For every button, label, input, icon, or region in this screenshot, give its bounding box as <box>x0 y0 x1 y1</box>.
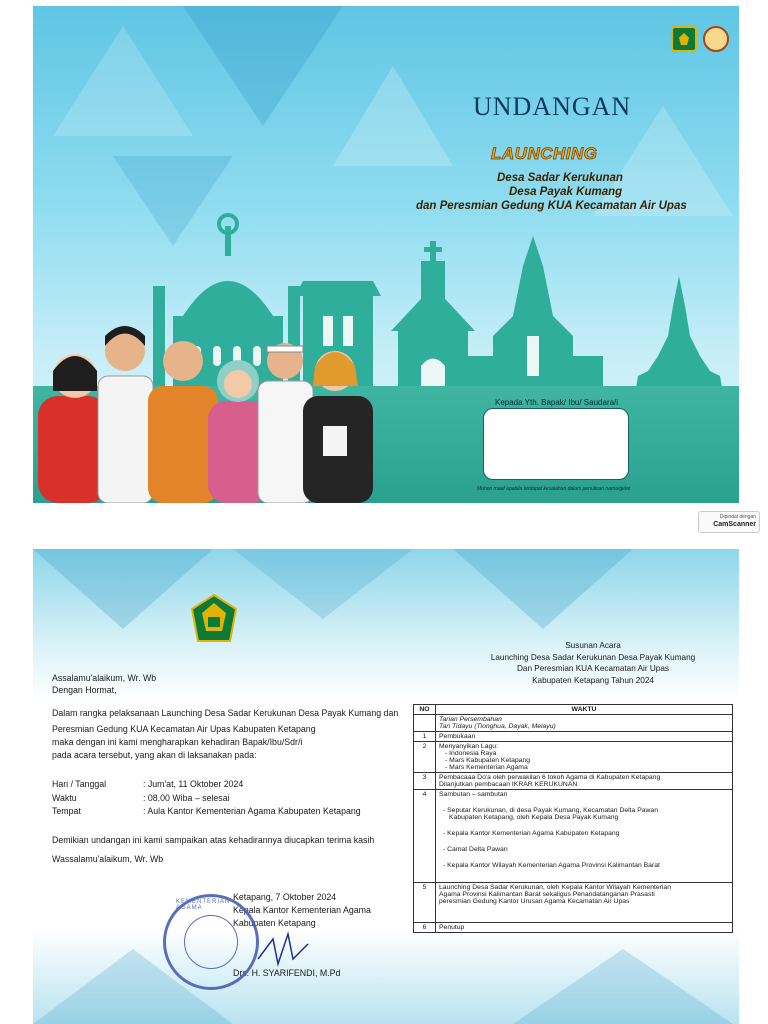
detail-label: Hari / Tanggal <box>52 779 107 789</box>
body-line: pada acara tersebut, yang akan di laksanakan pada: <box>52 750 257 760</box>
table-row <box>414 742 733 773</box>
decor-triangle <box>333 66 453 166</box>
salutation: Dengan Hormat, <box>52 685 117 695</box>
row-text: Launching Desa Sadar Kerukunan, oleh Kepala Kantor Wilayah Kementerian <box>439 884 671 891</box>
camscanner-brand: CamScanner <box>713 521 756 528</box>
col-time-header: WAKTU <box>436 705 733 715</box>
closing-text: Demikian undangan ini kami sampaikan atas kehadirannya diucapkan terima kasih <box>52 835 375 845</box>
decor-triangle <box>233 549 413 619</box>
signer-title: Kabupaten Ketapang <box>233 918 316 928</box>
row-number: 5 <box>414 883 436 923</box>
table-row <box>414 883 733 923</box>
row-number: 2 <box>414 742 436 773</box>
recipient-label: Kepada Yth. Bapak/ Ibu/ Saudara/i <box>495 398 619 407</box>
pre-event-subtitle: Tari Tidayu (Tionghua, Dayak, Melayu) <box>439 723 556 730</box>
cover-title: UNDANGAN <box>473 92 632 121</box>
row-text: Dilanjutkan pembacaan IKRAR KERUKUNAN <box>439 781 578 788</box>
cover-event-label: LAUNCHING <box>491 144 598 163</box>
row-text: - Kepala Kantor Wilayah Kementerian Agama Provinsi Kalimantan Barat <box>443 862 660 869</box>
table-row <box>414 773 733 790</box>
table-row <box>414 732 733 742</box>
stamp-text: KEMENTERIAN AGAMA <box>176 899 231 911</box>
signer-name: Drs. H. SYARIFENDI, M.Pd <box>233 968 341 978</box>
row-text: - Camat Delta Pawan <box>443 846 508 853</box>
cover-logos <box>671 26 729 52</box>
row-text: Pembacaaa Do'a oleh perwakilan 6 tokoh Agama di Kabupaten Ketapang <box>439 774 661 781</box>
cover-subtitle-3: dan Peresmian Gedung KUA Kecamatan Air Upas <box>416 200 687 212</box>
stamp-inner-ring <box>184 915 238 969</box>
signature-mark <box>253 929 313 969</box>
row-text: Penutup <box>439 924 465 931</box>
row-number: 4 <box>414 790 436 883</box>
detail-label: Waktu <box>52 793 77 803</box>
table-row <box>414 923 733 933</box>
row-text: - Mars Kementerian Agama <box>445 764 528 771</box>
row-text: - Seputar Kerukunan, di desa Payak Kumang, Kecamatan Delta Pawan <box>443 807 658 814</box>
agenda-table-header <box>414 705 733 715</box>
signer-title: Kepala Kantor Kementerian Agama <box>233 905 371 915</box>
camscanner-watermark <box>698 511 760 533</box>
table-row <box>414 790 733 883</box>
decor-triangle <box>33 549 213 629</box>
detail-value: : Jum'at, 11 Oktober 2024 <box>143 779 244 789</box>
decor-triangle <box>453 549 633 629</box>
recipient-address-box <box>483 408 629 480</box>
row-number: 1 <box>414 732 436 742</box>
row-text: Pembukaan <box>439 733 476 740</box>
body-line: Dalam rangka pelaksanaan Launching Desa Sadar Kerukunan Desa Payak Kumang dan <box>52 708 399 718</box>
agenda-table <box>413 704 733 933</box>
col-no-header: NO <box>414 705 436 715</box>
farewell: Wassalamu'alaikum, Wr. Wb <box>52 854 164 864</box>
official-stamp <box>163 894 259 990</box>
agenda-title-line: Launching Desa Sadar Kerukunan Desa Payak Kumang <box>490 652 696 662</box>
row-text: Kabupaten Ketapang, oleh Kepala Desa Payak Kumang <box>449 814 619 821</box>
decor-triangle <box>183 6 343 126</box>
pre-event-title: Tarian Persembahan <box>439 716 502 723</box>
cover-subtitle-1: Desa Sadar Kerukunan <box>497 172 623 184</box>
invitation-letter <box>33 549 739 1024</box>
cover-subtitle-2: Desa Payak Kumang <box>509 186 623 198</box>
greeting: Assalamu'alaikum, Wr. Wb <box>52 673 157 683</box>
agenda-title-line: Dan Peresmian KUA Kecamatan Air Upas <box>517 664 669 673</box>
row-text: Menyanyikan Lagu: <box>439 743 498 750</box>
row-number: 3 <box>414 773 436 790</box>
row-text: Sambutan – sambutan <box>439 791 508 798</box>
people-illustration <box>33 316 393 503</box>
row-text: - Indonesia Raya <box>445 750 497 757</box>
invitation-cover <box>33 6 739 503</box>
row-text: peresmian Gedung Kantor Urusan Agama Kecamatan Air Upas <box>439 898 630 905</box>
detail-value: : 08.00 Wiba – selesai <box>143 793 230 803</box>
row-text: - Mars Kabupaten Ketapang <box>445 757 531 764</box>
place-date: Ketapang, 7 Oktober 2024 <box>233 892 337 902</box>
decor-triangle <box>53 26 193 136</box>
detail-value: : Aula Kantor Kementerian Agama Kabupaten Ketapang <box>143 806 361 816</box>
kemenag-logo-icon <box>188 593 240 645</box>
agenda-title-line: Kabupaten Ketapang Tahun 2024 <box>532 675 654 685</box>
row-text: - Kepala Kantor Kementerian Agama Kabupaten Ketapang <box>443 830 620 837</box>
table-row <box>414 715 733 732</box>
row-text: Agama Provinsi Kalimantan Barat sekaligus Penandatanganan Prasasti <box>439 891 655 898</box>
camscanner-caption: Dipindai dengan <box>719 514 756 520</box>
apology-note: Mohon maaf apabila terdapat kesalahan dalam penulisan nama/gelar <box>477 486 631 492</box>
kemenag-logo-icon <box>671 26 697 52</box>
row-number: 6 <box>414 923 436 933</box>
regency-emblem-icon <box>703 26 729 52</box>
agenda-header <box>453 640 733 686</box>
body-line: maka dengan ini kami mengharapkan kehadiran Bapak/Ibu/Sdr/i <box>52 737 303 747</box>
body-line: Peresmian Gedung KUA Kecamatan Air Upas Kabupaten Ketapang <box>52 724 316 734</box>
decor-triangle <box>513 949 733 1024</box>
agenda-heading: Susunan Acara <box>565 641 621 650</box>
detail-label: Tempat <box>52 806 81 816</box>
